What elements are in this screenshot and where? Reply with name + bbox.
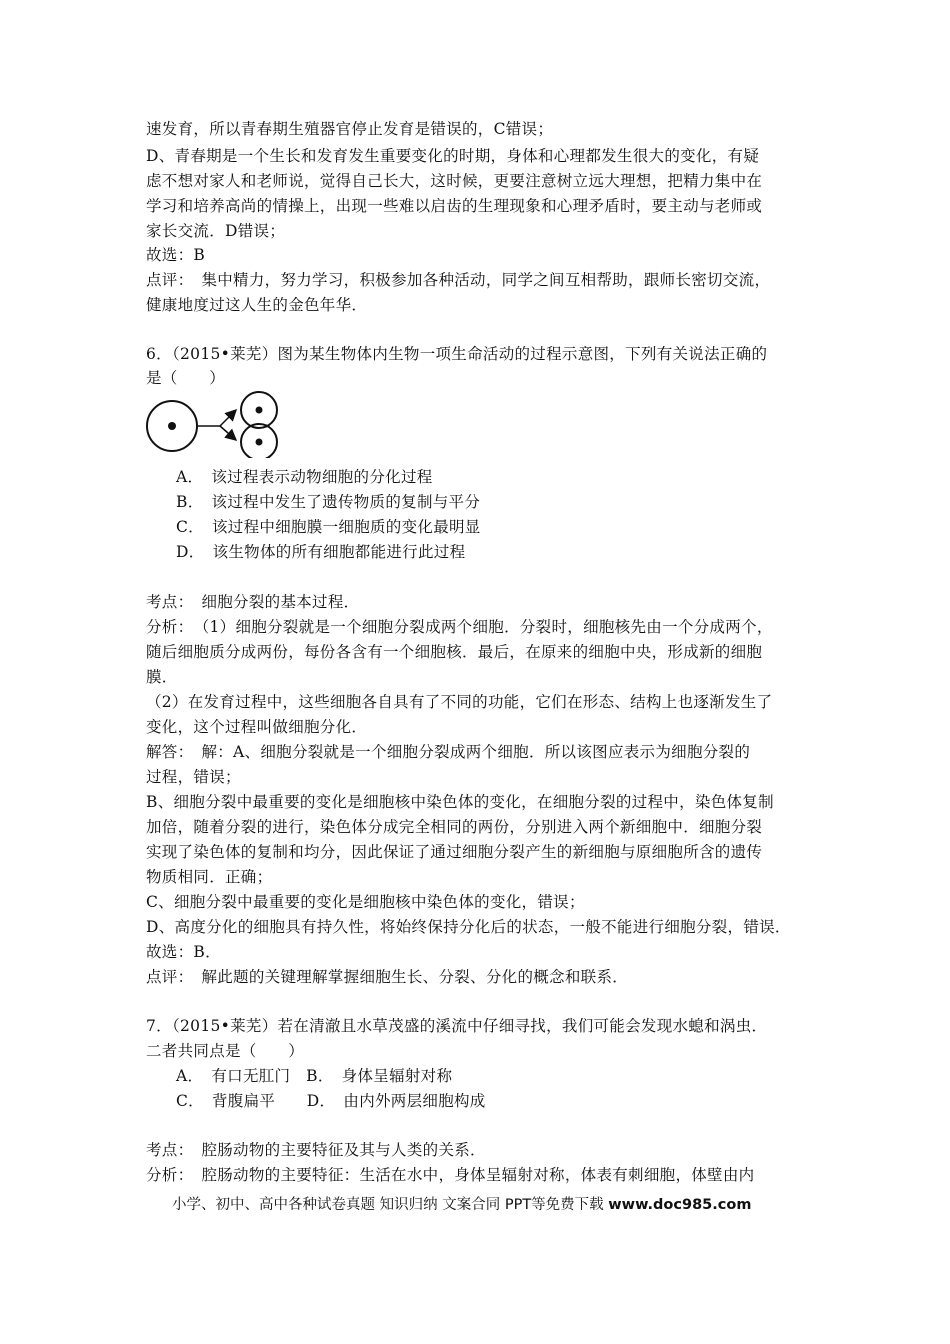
text-line: 虑不想对家人和老师说，觉得自己长大，这时候，更要注意树立远大理想，把精力集中在 — [146, 172, 763, 190]
question-7-stem: 7．（2015•莱芜）若在清澈且水草茂盛的溪流中仔细寻找，我们可能会发现水螅和涡虫． — [146, 1017, 768, 1035]
option-c: C． 该过程中细胞膜一细胞质的变化最明显 — [176, 518, 481, 536]
text-line: 故选：B — [146, 246, 206, 264]
text-line: 随后细胞质分成两份，每份各含有一个细胞核．最后，在原来的细胞中央，形成新的细胞 — [146, 643, 763, 661]
cell-division-diagram — [144, 390, 286, 458]
text-line: 分析： （1）细胞分裂就是一个细胞分裂成两个细胞．分裂时，细胞核先由一个分成两个， — [146, 618, 773, 636]
text-line: 实现了染色体的复制和均分，因此保证了通过细胞分裂产生的新细胞与原细胞所含的遗传 — [146, 843, 763, 861]
footer-text: 小学、初中、高中各种试卷真题 知识归纳 文案合同 PPT等免费下载 — [172, 1197, 604, 1213]
option-d: D． 该生物体的所有细胞都能进行此过程 — [176, 543, 466, 561]
text-line: 学习和培养高尚的情操上，出现一些难以启齿的生理现象和心理矛盾时，要主动与老师或 — [146, 197, 763, 215]
question-6-stem: 是（ ） — [146, 369, 226, 387]
text-line: 分析： 腔肠动物的主要特征：生活在水中，身体呈辐射对称，体表有刺细胞，体壁由内 — [146, 1166, 755, 1184]
text-line: 考点： 腔肠动物的主要特征及其与人类的关系． — [146, 1141, 486, 1159]
text-line: 健康地度过这人生的金色年华． — [146, 296, 368, 314]
text-line: 点评： 解此题的关键理解掌握细胞生长、分裂、分化的概念和联系． — [146, 968, 629, 986]
text-line: 膜． — [146, 668, 178, 686]
option-b: B． 该过程中发生了遗传物质的复制与平分 — [176, 493, 481, 511]
footer-link[interactable]: www.doc985.com — [608, 1197, 752, 1213]
text-line: （2）在发育过程中，这些细胞各自具有了不同的功能，它们在形态、结构上也逐渐发生了 — [146, 693, 773, 711]
text-line: 速发育，所以青春期生殖器官停止发育是错误的，C错误； — [146, 120, 554, 138]
daughter-nucleus — [256, 439, 263, 446]
text-line: 家长交流．D错误； — [146, 222, 286, 240]
text-line: 物质相同．正确； — [146, 868, 273, 886]
text-line: 变化，这个过程叫做细胞分化． — [146, 718, 368, 736]
text-line: 过程，错误； — [146, 768, 241, 786]
options-row-1: A． 有口无肛门 B． 身体呈辐射对称 — [176, 1067, 453, 1085]
text-line: D、青春期是一个生长和发育发生重要变化的时期，身体和心理都发生很大的变化，有疑 — [146, 147, 760, 165]
option-a: A． 该过程表示动物细胞的分化过程 — [176, 468, 433, 486]
text-line: D、高度分化的细胞具有持久性，将始终保持分化后的状态，一般不能进行细胞分裂，错误． — [146, 918, 791, 936]
daughter-nucleus — [256, 407, 263, 414]
text-line: C、细胞分裂中最重要的变化是细胞核中染色体的变化，错误； — [146, 893, 585, 911]
text-line: 点评： 集中精力，努力学习，积极参加各种活动，同学之间互相帮助，跟师长密切交流， — [146, 271, 771, 289]
text-line: B、细胞分裂中最重要的变化是细胞核中染色体的变化，在细胞分裂的过程中，染色体复制 — [146, 793, 774, 811]
question-6-stem: 6．（2015•莱芜）图为某生物体内生物一项生命活动的过程示意图，下列有关说法正确的 — [146, 345, 768, 363]
text-line: 加倍，随着分裂的进行，染色体分成完全相同的两份，分别进入两个新细胞中．细胞分裂 — [146, 818, 763, 836]
options-row-2: C． 背腹扁平 D． 由内外两层细胞构成 — [176, 1092, 486, 1110]
page-footer — [172, 1193, 751, 1214]
text-line: 故选：B． — [146, 943, 221, 961]
text-line: 解答： 解：A、细胞分裂就是一个细胞分裂成两个细胞．所以该图应表示为细胞分裂的 — [146, 743, 751, 761]
text-line: 考点： 细胞分裂的基本过程． — [146, 593, 360, 611]
question-7-stem: 二者共同点是（ ） — [146, 1042, 305, 1060]
parent-nucleus — [168, 422, 176, 430]
